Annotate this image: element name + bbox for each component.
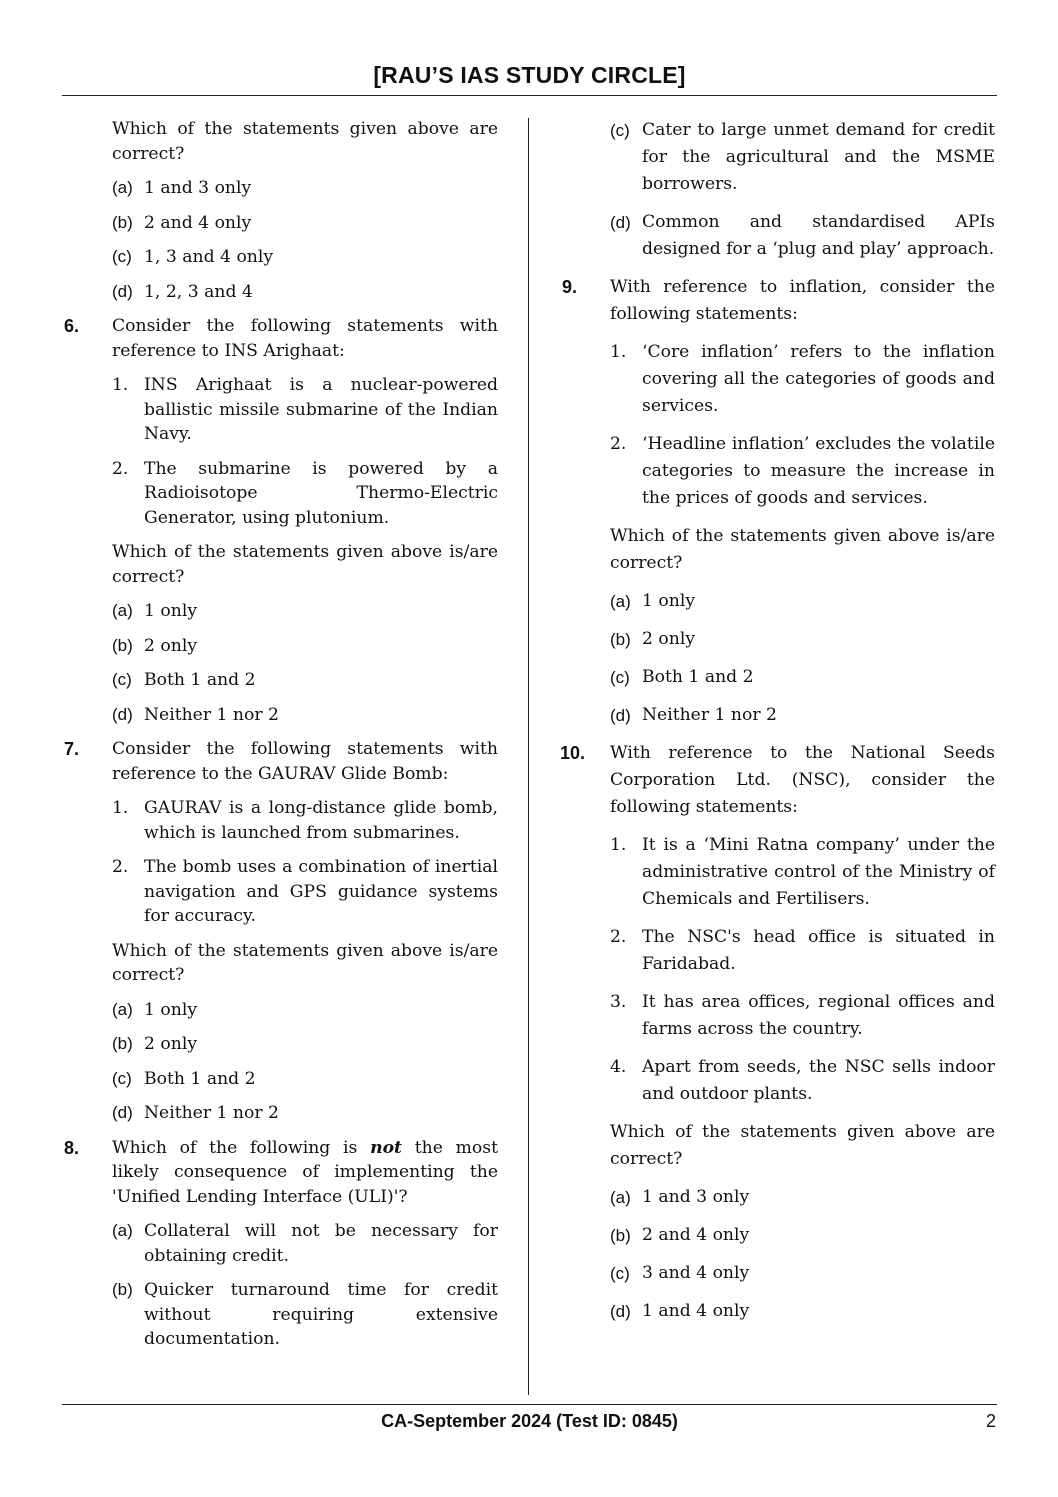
question-5-prompt: Which of the statements given above are correct? (112, 119, 498, 164)
question-number: 9. (562, 277, 578, 297)
option-c: (c) 3 and 4 only (610, 1263, 750, 1283)
option-d: (d) Neither 1 nor 2 (610, 705, 777, 725)
option-a: (a) 1 only (610, 591, 696, 611)
question-number: 10. (560, 743, 586, 763)
question-7 (62, 737, 498, 1126)
option-b: (b) Quicker turnaround time for credit without requiring extensive documentation. (112, 1280, 498, 1349)
question-10 (560, 740, 995, 1325)
statement-3: 3. It has area offices, regional offices and farms across the country. (610, 992, 995, 1039)
statement-2: 2. The submarine is powered by a Radioisotope Thermo-Electric Generator, using plutonium. (112, 458, 498, 528)
option-b: (b) 2 only (112, 1034, 198, 1054)
option-c: (c) 1, 3 and 4 only (112, 247, 274, 267)
question-stem: Which of the following is not the most likely consequence of implementing the 'Unified Lending Interface (ULI)'? (112, 1137, 498, 1207)
option-d: (d) Neither 1 nor 2 (112, 704, 279, 725)
footer-test-id: CA-September 2024 (Test ID: 0845) (381, 1411, 678, 1431)
option-d: (d) 1 and 4 only (610, 1301, 750, 1321)
emphasis-not: not (370, 1137, 402, 1158)
page-number: 2 (985, 1411, 996, 1431)
question-prompt: Which of the statements given above is/are correct? (610, 526, 995, 573)
question-5-continued (62, 117, 498, 304)
option-d: (d) Neither 1 nor 2 (112, 1103, 279, 1123)
option-b: (b) 2 and 4 only (112, 212, 252, 233)
option-a: (a) 1 and 3 only (112, 178, 252, 198)
question-prompt: Which of the statements given above are correct? (610, 1122, 995, 1169)
option-a: (a) 1 and 3 only (610, 1187, 750, 1207)
column-divider (528, 118, 529, 1395)
question-stem: Consider the following statements with reference to INS Arighaat: (112, 316, 498, 361)
option-a: (a) 1 only (112, 601, 198, 621)
page-header-title: [RAU’S IAS STUDY CIRCLE] (373, 62, 686, 88)
question-number: 8. (64, 1137, 80, 1158)
question-9 (560, 274, 995, 729)
footer-rule (62, 1404, 997, 1405)
statement-1: 1. It is a ‘Mini Ratna company’ under the administrative control of the Ministry of Chemicals and Fertilisers. (610, 835, 995, 909)
question-8-continued (560, 117, 995, 263)
option-b: (b) 2 only (610, 629, 696, 649)
statement-2: 2. ‘Headline inflation’ excludes the volatile categories to measure the increase in the prices of goods and services. (610, 434, 995, 508)
question-stem: With reference to inflation, consider the following statements: (610, 277, 995, 324)
option-c: (c) Both 1 and 2 (112, 1068, 256, 1089)
option-a: (a) 1 only (112, 999, 198, 1020)
option-c: (c) Both 1 and 2 (610, 667, 754, 687)
option-d: (d) Common and standardised APIs designed for a ‘plug and play’ approach. (610, 212, 995, 259)
statement-4: 4. Apart from seeds, the NSC sells indoor and outdoor plants. (610, 1057, 995, 1104)
question-number: 6. (64, 316, 80, 336)
statement-2: 2. The bomb uses a combination of inertial navigation and GPS guidance systems for accuracy. (112, 857, 498, 926)
option-d: (d) 1, 2, 3 and 4 (112, 281, 253, 302)
question-8 (62, 1136, 498, 1352)
option-a: (a) Collateral will not be necessary for obtaining credit. (112, 1221, 498, 1266)
statement-2: 2. The NSC's head office is situated in Faridabad. (610, 927, 995, 974)
statement-1: 1. INS Arighaat is a nuclear-powered ballistic missile submarine of the Indian Navy. (112, 375, 498, 444)
option-b: (b) 2 only (112, 635, 198, 656)
option-c: (c) Both 1 and 2 (112, 670, 256, 690)
question-6 (62, 314, 498, 727)
question-number: 7. (64, 739, 80, 759)
option-c: (c) Cater to large unmet demand for credit for the agricultural and the MSME borrowers. (610, 120, 995, 194)
right-column (560, 117, 995, 1325)
statement-1: 1. ‘Core inflation’ refers to the inflation covering all the categories of goods and services. (610, 342, 995, 416)
question-stem: With reference to the National Seeds Corporation Ltd. (NSC), consider the following statements: (610, 743, 995, 817)
header-rule (62, 95, 997, 96)
question-prompt: Which of the statements given above is/are correct? (112, 542, 498, 587)
left-column (62, 117, 498, 1352)
question-stem: Consider the following statements with reference to the GAURAV Glide Bomb: (112, 739, 498, 784)
option-b: (b) 2 and 4 only (610, 1225, 750, 1245)
statement-1: 1. GAURAV is a long-distance glide bomb, which is launched from submarines. (112, 798, 498, 843)
question-prompt: Which of the statements given above is/are correct? (112, 940, 498, 985)
